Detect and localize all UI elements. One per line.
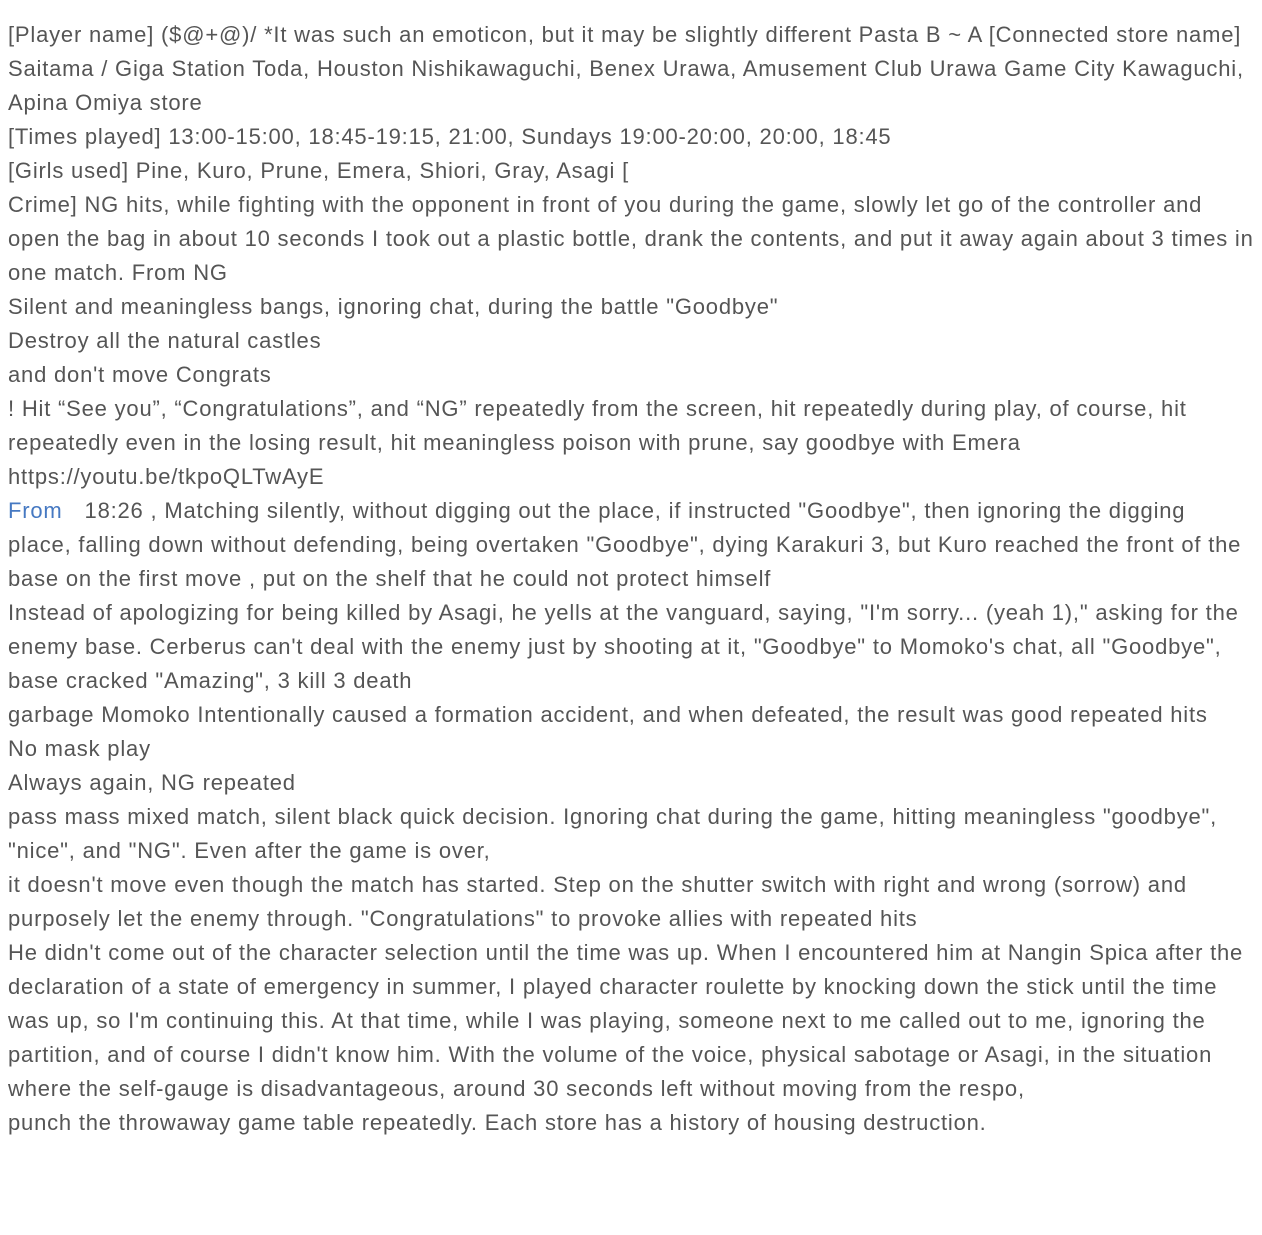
paragraph-instead-of-apologizing: Instead of apologizing for being killed by Asagi, he yells at the vanguard, saying, "I'm sorry... (yeah 1)," asking for the enemy base. Cerberus can't deal with the enemy just by shooting at it, "Goodbye" to Momoko's chat, all "Goodbye", base cracked "Amazing", 3 kill 3 death (8, 600, 1239, 693)
paragraph-times-played: [Times played] 13:00-15:00, 18:45-19:15, 21:00, Sundays 19:00-20:00, 20:00, 18:45 (8, 124, 892, 149)
paragraph-destroy-castles: Destroy all the natural castles (8, 328, 322, 353)
paragraph-silent-bangs: Silent and meaningless bangs, ignoring chat, during the battle "Goodbye" (8, 294, 779, 319)
from-paragraph-text: 18:26 , Matching silently, without digging out the place, if instructed "Goodbye", then ignoring the digging place, falling down without defending, being overtaken "Goodbye", dying Karakuri 3, but Kuro reached the front of the base on the first move , put on the shelf that he could not protect himself (8, 498, 1242, 591)
paragraph-youtube-url: https://youtu.be/tkpoQLTwAyE (8, 464, 325, 489)
paragraph-character-selection: He didn't come out of the character selection until the time was up. When I encountered him at Nangin Spica after the declaration of a state of emergency in summer, I played character roulette by knocking down the stick until the time was up, so I'm continuing this. At that time, while I was playing, someone next to me called out to me, ignoring the partition, and of course I didn't know him. With the volume of the voice, physical sabotage or Asagi, in the situation where the self-gauge is disadvantageous, around 30 seconds left without moving from the respo, (8, 940, 1244, 1101)
paragraph-pass-mass-mixed: pass mass mixed match, silent black quick decision. Ignoring chat during the game, hitting meaningless "goodbye", "nice", and "NG". Even after the game is over, (8, 804, 1218, 863)
paragraph-punch-table: punch the throwaway game table repeatedly. Each store has a history of housing destruction. (8, 1110, 987, 1135)
paragraph-girls-used: [Girls used] Pine, Kuro, Prune, Emera, Shiori, Gray, Asagi [ (8, 158, 630, 183)
paragraph-from-1826 (8, 494, 1254, 596)
paragraph-dont-move-congrats: and don't move Congrats (8, 362, 272, 387)
paragraph-crime: Crime] NG hits, while fighting with the opponent in front of you during the game, slowly let go of the controller and open the bag in about 10 seconds I took out a plastic bottle, drank the contents, and put it away again about 3 times in one match. From NG (8, 192, 1254, 285)
paragraph-always-again: Always again, NG repeated (8, 770, 296, 795)
from-link[interactable]: From (8, 498, 63, 523)
paragraph-doesnt-move: it doesn't move even though the match has started. Step on the shutter switch with right and wrong (sorrow) and purposely let the enemy through. "Congratulations" to provoke allies with repeated hits (8, 872, 1187, 931)
paragraph-hit-repeatedly: ! Hit “See you”, “Congratulations”, and “NG” repeatedly from the screen, hit repeatedly during play, of course, hit repeatedly even in the losing result, hit meaningless poison with prune, say goodbye with Emera (8, 396, 1187, 455)
paragraph-player-name: [Player name] ($@+@)/ *It was such an emoticon, but it may be slightly different Pasta B ~ A [Connected store name] Saitama / Giga Station Toda, Houston Nishikawaguchi, Benex Urawa, Amusement Club Urawa Game City Kawaguchi, Apina Omiya store (8, 22, 1244, 115)
paragraph-no-mask-play: No mask play (8, 736, 151, 761)
paragraph-garbage-momoko: garbage Momoko Intentionally caused a formation accident, and when defeated, the result was good repeated hits (8, 702, 1208, 727)
